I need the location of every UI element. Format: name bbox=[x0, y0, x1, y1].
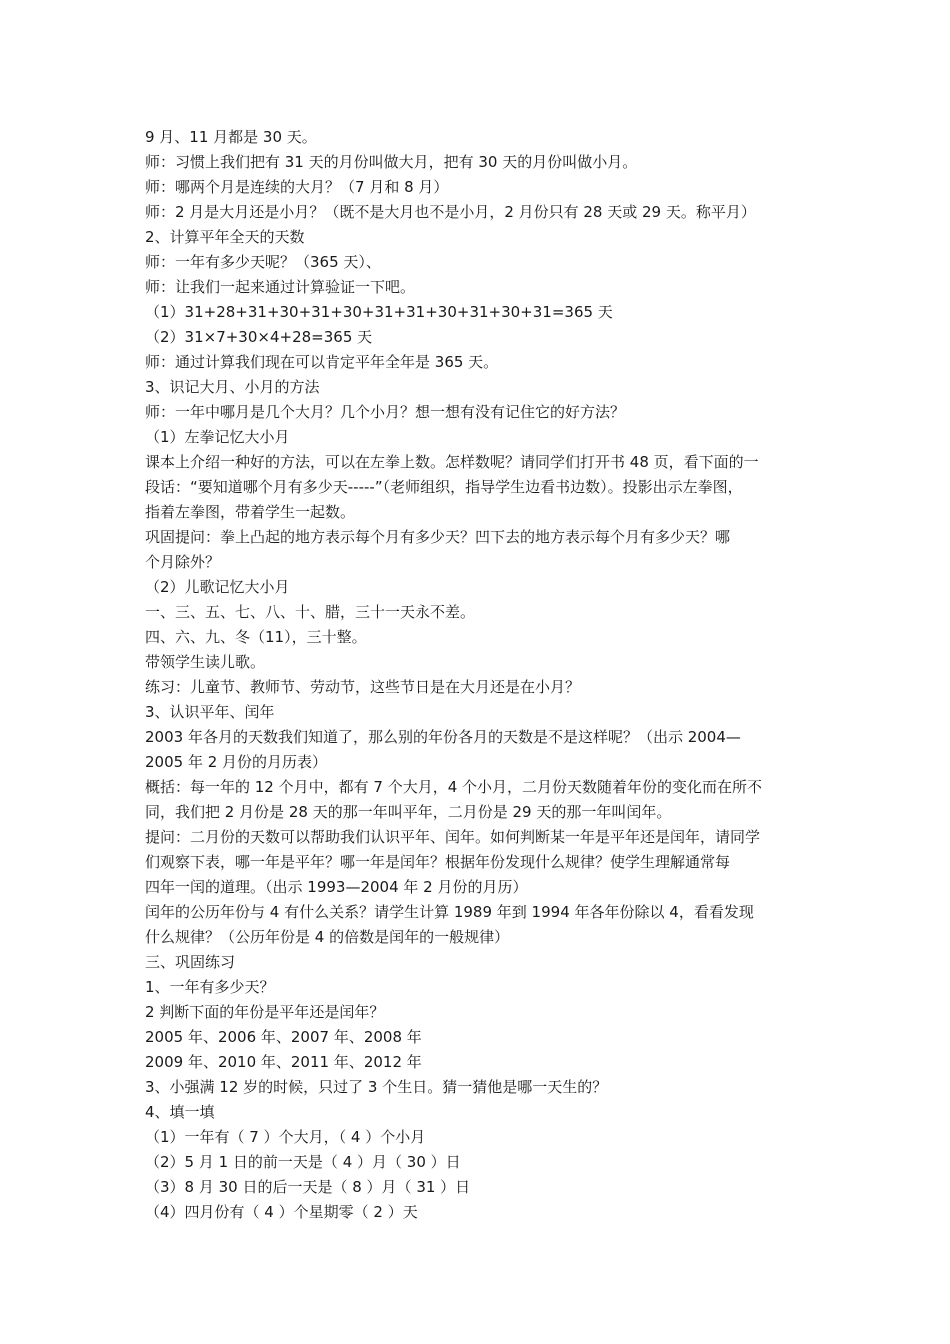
section-heading: 2、计算平年全天的天数 bbox=[145, 228, 305, 246]
text-line: 师：一年有多少天呢？（365 天）、 bbox=[145, 253, 381, 271]
text-line: 师：让我们一起来通过计算验证一下吧。 bbox=[145, 278, 416, 296]
paragraph-line: 2005 年 2 月份的月历表） bbox=[145, 753, 328, 771]
sub-heading: （1）左拳记忆大小月 bbox=[145, 428, 290, 446]
text-line: （2）31×7+30×4+28=365 天 bbox=[145, 328, 373, 346]
document-body bbox=[145, 125, 810, 1225]
paragraph-line: 段话：“要知道哪个月有多少天-----”（老师组织，指导学生边看书边数）。投影出示左拳图， bbox=[145, 478, 743, 496]
paragraph-line: 指着左拳图，带着学生一起数。 bbox=[145, 503, 356, 521]
paragraph-line: 们观察下表，哪一年是平年？哪一年是闰年？根据年份发现什么规律？使学生理解通常每 bbox=[145, 853, 731, 871]
text-line: 四、六、九、冬（11），三十整。 bbox=[145, 628, 367, 646]
paragraph-line: 提问：二月份的天数可以帮助我们认识平年、闰年。如何判断某一年是平年还是闰年，请同学 bbox=[145, 828, 761, 846]
exercise-item: 4、填一填 bbox=[145, 1103, 215, 1121]
section-heading: 3、识记大月、小月的方法 bbox=[145, 378, 320, 396]
paragraph-line: 2003 年各月的天数我们知道了，那么别的年份各月的天数是不是这样呢？（出示 2004— bbox=[145, 728, 741, 746]
exercise-item: 2 判断下面的年份是平年还是闰年？ bbox=[145, 1003, 385, 1021]
exercise-item: 3、小强满 12 岁的时候，只过了 3 个生日。猜一猜他是哪一天生的？ bbox=[145, 1078, 608, 1096]
paragraph-line: 闰年的公历年份与 4 有什么关系？请学生计算 1989 年到 1994 年各年份除以 4，看看发现 bbox=[145, 903, 754, 921]
section-heading: 三、巩固练习 bbox=[145, 953, 236, 971]
exercise-item: （2）5 月 1 日的前一天是（ 4 ）月（ 30 ）日 bbox=[145, 1153, 461, 1171]
paragraph-line: 概括：每一年的 12 个月中，都有 7 个大月，4 个小月，二月份天数随着年份的变化而在所不 bbox=[145, 778, 763, 796]
paragraph-line: 同，我们把 2 月份是 28 天的那一年叫平年，二月份是 29 天的那一年叫闰年。 bbox=[145, 803, 672, 821]
paragraph-line: 巩固提问：拳上凸起的地方表示每个月有多少天？凹下去的地方表示每个月有多少天？哪 bbox=[145, 528, 731, 546]
text-line: 师：哪两个月是连续的大月？（7 月和 8 月） bbox=[145, 178, 449, 196]
sub-heading: （2）儿歌记忆大小月 bbox=[145, 578, 290, 596]
text-line: 带领学生读儿歌。 bbox=[145, 653, 266, 671]
paragraph-line: 课本上介绍一种好的方法，可以在左拳上数。怎样数呢？请同学们打开书 48 页，看下面的一 bbox=[145, 453, 759, 471]
text-line: 练习：儿童节、教师节、劳动节，这些节日是在大月还是在小月？ bbox=[145, 678, 581, 696]
text-line: 师：通过计算我们现在可以肯定平年全年是 365 天。 bbox=[145, 353, 499, 371]
exercise-item: （1）一年有（ 7 ）个大月，（ 4 ）个小月 bbox=[145, 1128, 426, 1146]
text-line: 师：一年中哪月是几个大月？几个小月？想一想有没有记住它的好方法？ bbox=[145, 403, 626, 421]
text-line: （1）31+28+31+30+31+30+31+31+30+31+30+31=365 天 bbox=[145, 303, 613, 321]
text-line: 师：习惯上我们把有 31 天的月份叫做大月，把有 30 天的月份叫做小月。 bbox=[145, 153, 638, 171]
text-line: 一、三、五、七、八、十、腊，三十一天永不差。 bbox=[145, 603, 476, 621]
exercise-item: （4）四月份有（ 4 ）个星期零（ 2 ）天 bbox=[145, 1203, 418, 1221]
paragraph-line: 四年一闰的道理。（出示 1993—2004 年 2 月份的月历） bbox=[145, 878, 528, 896]
paragraph-line: 什么规律？（公历年份是 4 的倍数是闰年的一般规律） bbox=[145, 928, 510, 946]
exercise-item: （3）8 月 30 日的后一天是（ 8 ）月（ 31 ）日 bbox=[145, 1178, 471, 1196]
section-heading: 3、认识平年、闰年 bbox=[145, 703, 275, 721]
text-line: 9 月、11 月都是 30 天。 bbox=[145, 128, 317, 146]
exercise-item: 1、一年有多少天？ bbox=[145, 978, 275, 996]
text-line: 师：2 月是大月还是小月？（既不是大月也不是小月，2 月份只有 28 天或 29 天。称平月） bbox=[145, 203, 756, 221]
exercise-item: 2005 年、2006 年、2007 年、2008 年 bbox=[145, 1028, 422, 1046]
paragraph-line: 个月除外？ bbox=[145, 553, 221, 571]
exercise-item: 2009 年、2010 年、2011 年、2012 年 bbox=[145, 1053, 422, 1071]
